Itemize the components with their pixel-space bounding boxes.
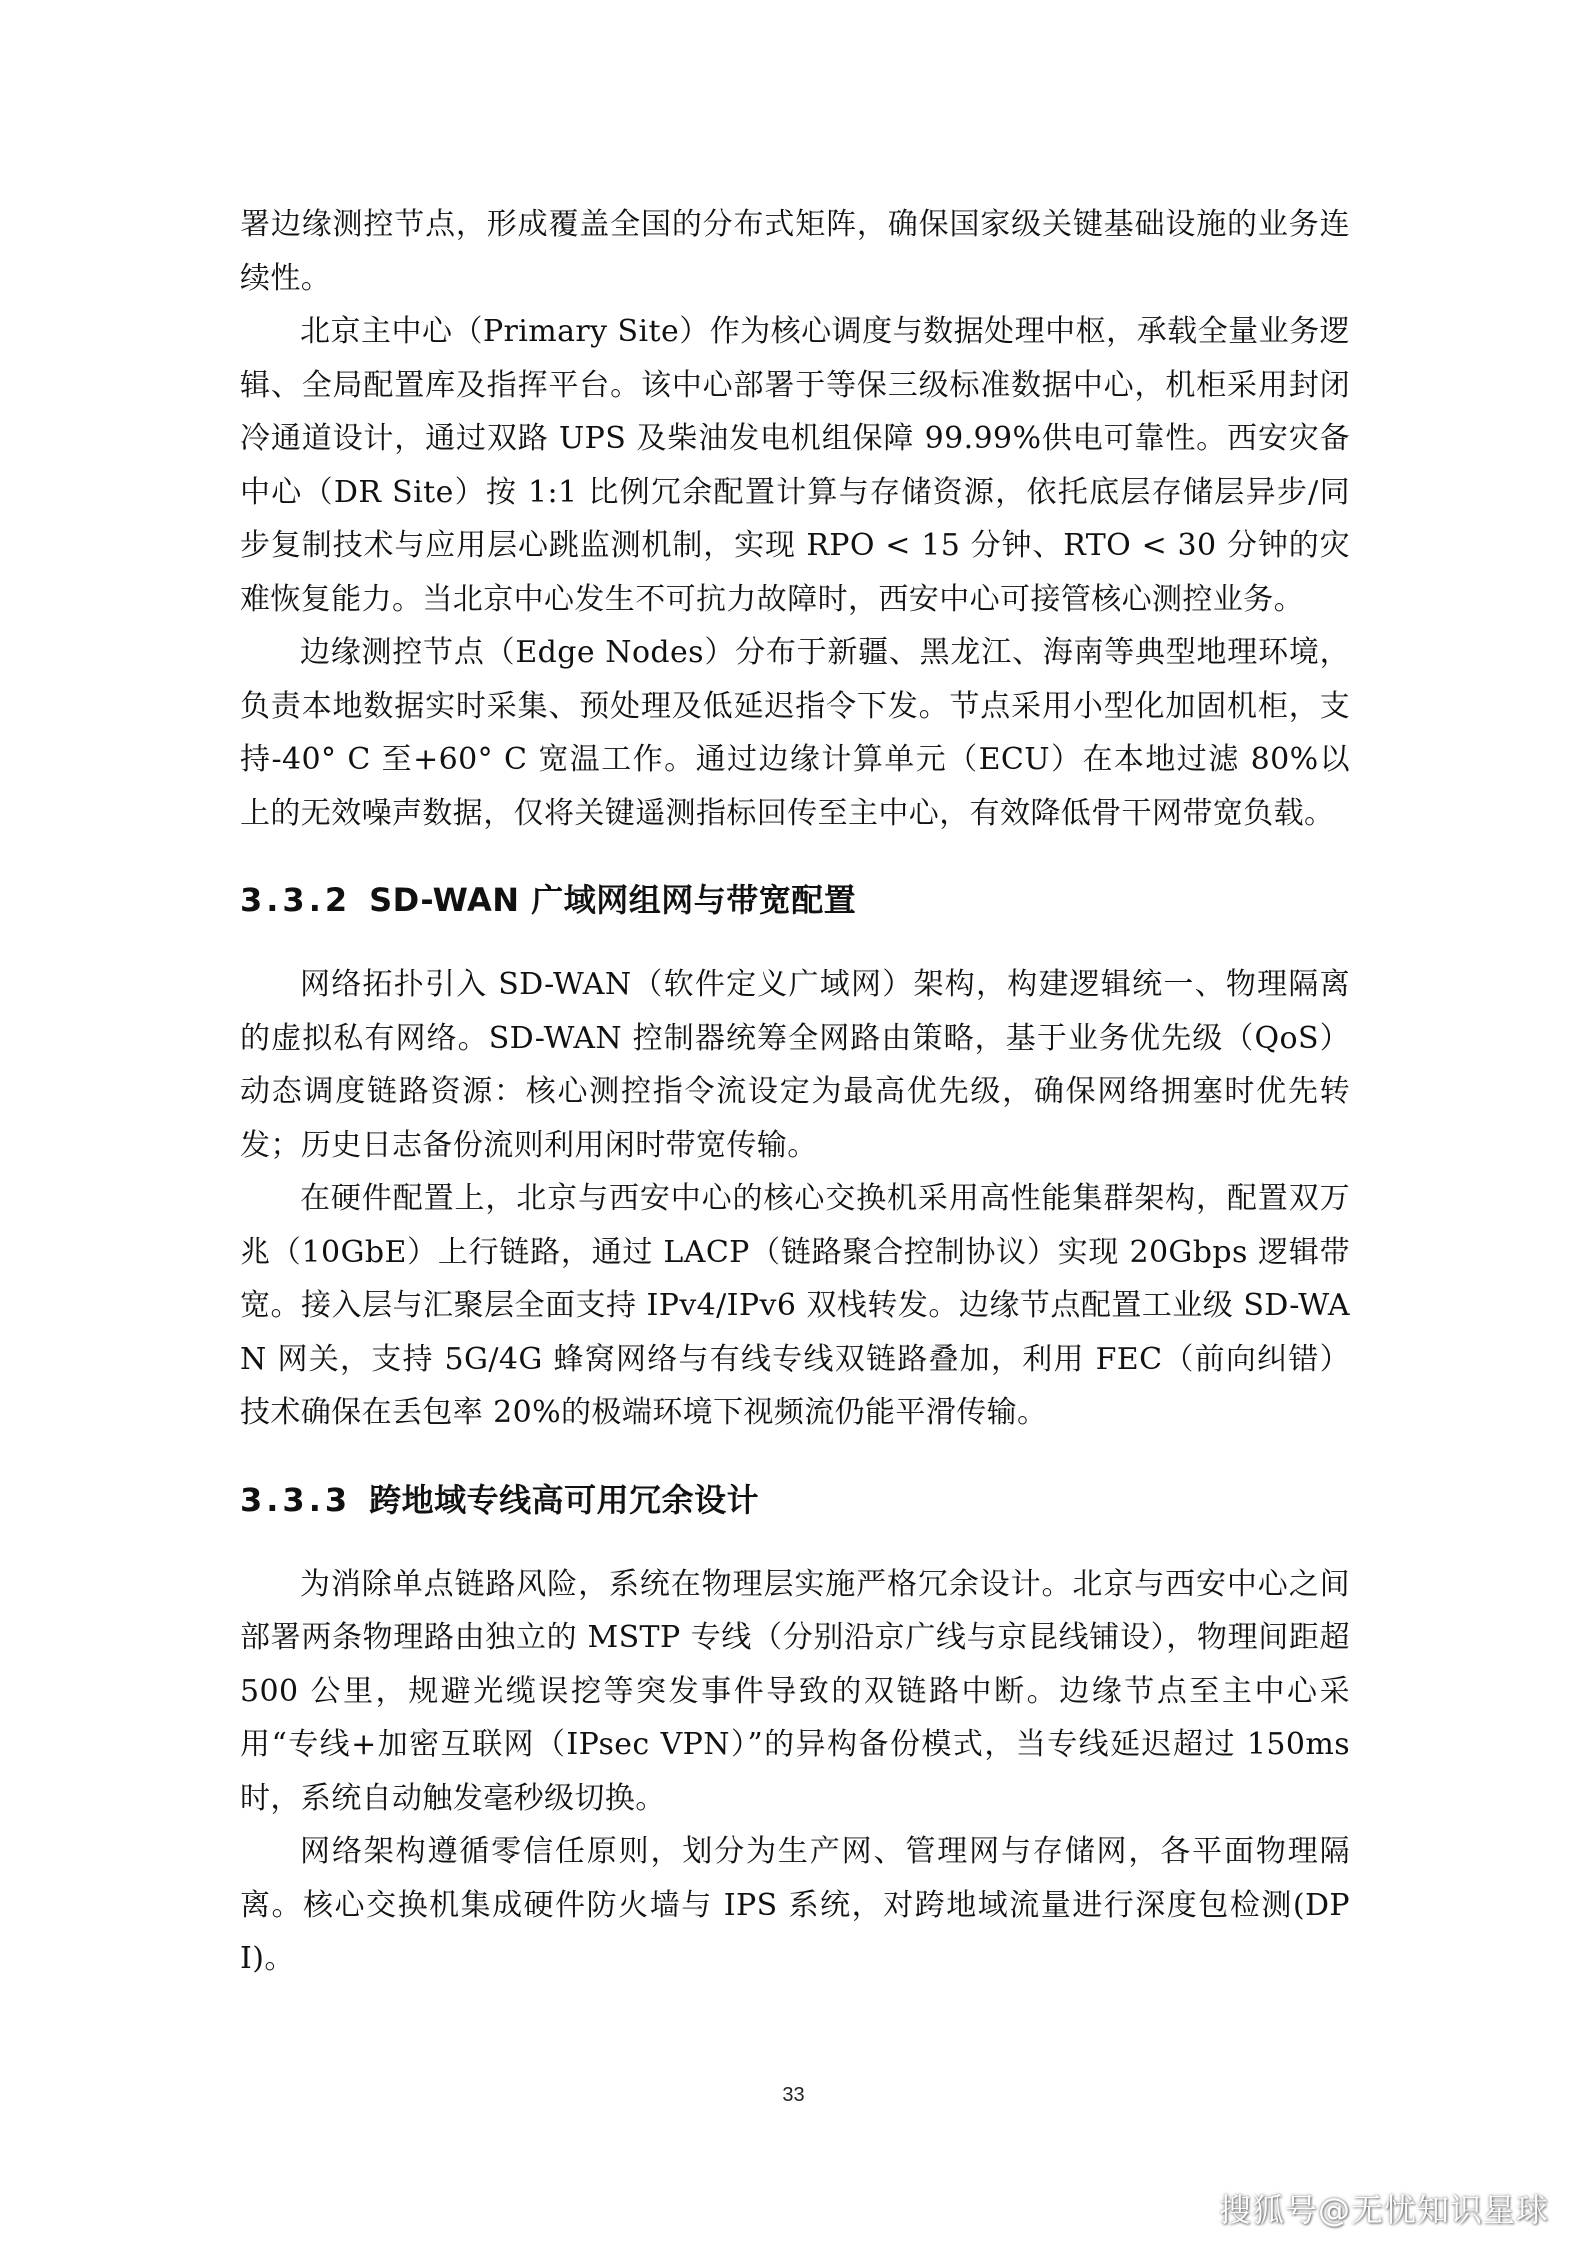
section-heading-3-3-2: [240, 876, 1350, 924]
page-number: 33: [782, 2084, 805, 2106]
section-number: 3.3.3: [240, 1480, 352, 1519]
paragraph-continued: 署边缘测控节点，形成覆盖全国的分布式矩阵，确保国家级关键基础设施的业务连续性。: [240, 207, 1350, 296]
paragraph-redundancy: 为消除单点链路风险，系统在物理层实施严格冗余设计。北京与西安中心之间部署两条物理路由独立的 MSTP 专线（分别沿京广线与京昆线铺设），物理间距超 500 公里，规避光缆误挖等突发事件导致的双链路中断。边缘节点至主中心采用“专线+加密互联网（IPsec VPN）”的异构备份模式，当专线延迟超过 150ms 时，系统自动触发毫秒级切换。: [240, 1566, 1350, 1816]
paragraph-sdwan-topology: 网络拓扑引入 SD-WAN（软件定义广域网）架构，构建逻辑统一、物理隔离的虚拟私有网络。SD-WAN 控制器统筹全网路由策略，基于业务优先级（QoS）动态调度链路资源：核心测控指令流设定为最高优先级，确保网络拥塞时优先转发；历史日志备份流则利用闲时带宽传输。: [240, 967, 1350, 1163]
paragraph-hardware-config: 在硬件配置上，北京与西安中心的核心交换机采用高性能集群架构，配置双万兆（10GbE）上行链路，通过 LACP（链路聚合控制协议）实现 20Gbps 逻辑带宽。接入层与汇聚层全面支持 IPv4/IPv6 双栈转发。边缘节点配置工业级 SD-WAN 网关，支持 5G/4G 蜂窝网络与有线专线双链路叠加，利用 FEC（前向纠错）技术确保在丢包率 20%的极端环境下视频流仍能平滑传输。: [240, 1181, 1350, 1430]
watermark: 搜狐号@无忧知识星球: [1218, 2191, 1549, 2229]
paragraph-zero-trust: 网络架构遵循零信任原则，划分为生产网、管理网与存储网，各平面物理隔离。核心交换机集成硬件防火墙与 IPS 系统，对跨地域流量进行深度包检测(DPI)。: [240, 1834, 1350, 1976]
section-heading-3-3-3: [240, 1476, 1350, 1524]
section-title: 跨地域专线高可用冗余设计: [369, 1480, 760, 1519]
page-content: [240, 198, 1350, 1986]
paragraph-primary-site: 北京主中心（Primary Site）作为核心调度与数据处理中枢，承载全量业务逻辑、全局配置库及指挥平台。该中心部署于等保三级标准数据中心，机柜采用封闭冷通道设计，通过双路 UPS 及柴油发电机组保障 99.99%供电可靠性。西安灾备中心（DR Site）按 1:1 比例冗余配置计算与存储资源，依托底层存储层异步/同步复制技术与应用层心跳监测机制，实现 RPO < 15 分钟、RTO < 30 分钟的灾难恢复能力。当北京中心发生不可抗力故障时，西安中心可接管核心测控业务。: [240, 314, 1350, 617]
section-number: 3.3.2: [240, 881, 352, 919]
paragraph-edge-nodes: 边缘测控节点（Edge Nodes）分布于新疆、黑龙江、海南等典型地理环境，负责本地数据实时采集、预处理及低延迟指令下发。节点采用小型化加固机柜，支持-40° C 至+60° C 宽温工作。通过边缘计算单元（ECU）在本地过滤 80%以上的无效噪声数据，仅将关键遥测指标回传至主中心，有效降低骨干网带宽负载。: [240, 635, 1350, 831]
section-title: SD-WAN 广域网组网与带宽配置: [369, 881, 857, 919]
